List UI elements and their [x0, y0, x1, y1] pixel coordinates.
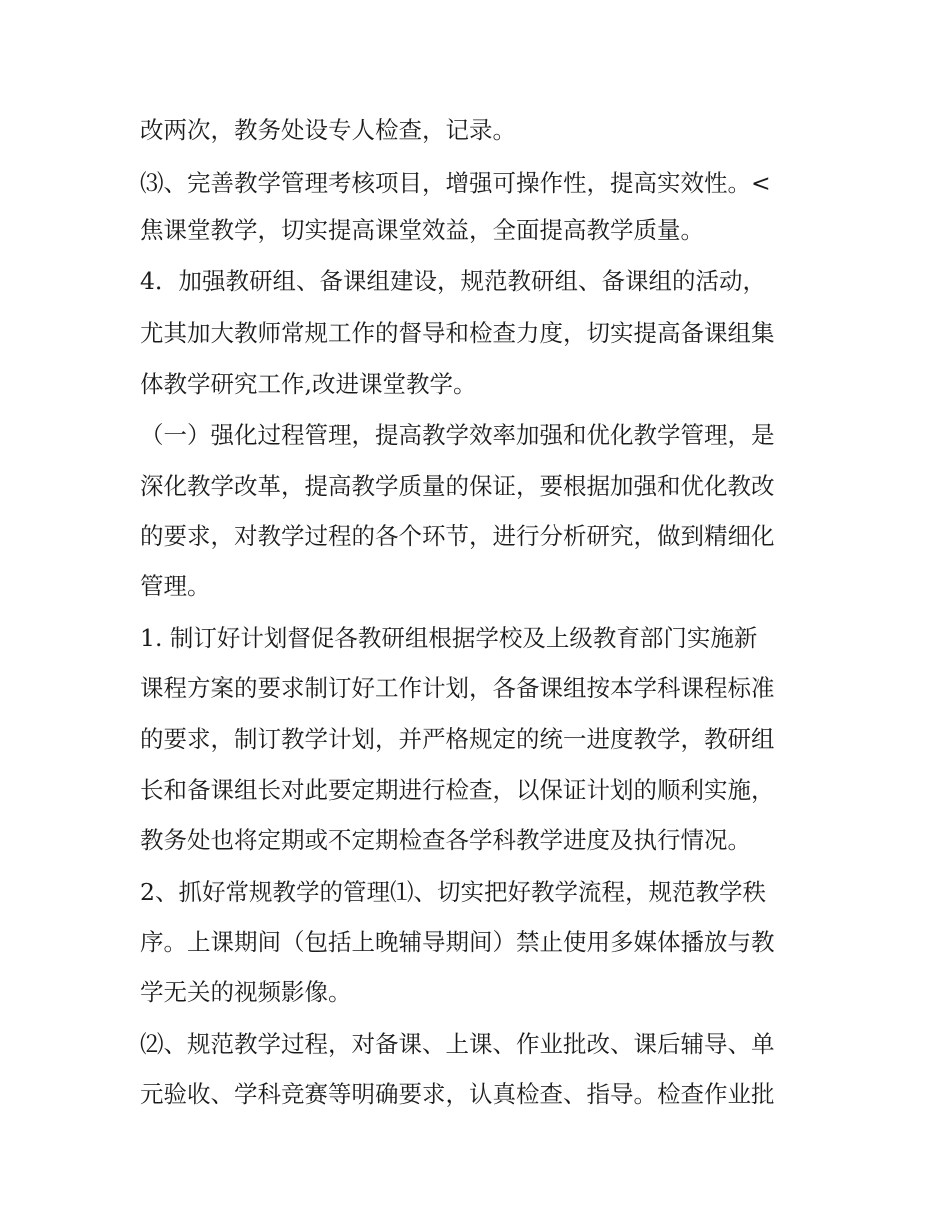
text-line: 2、抓好常规教学的管理⑴、切实把好教学流程，规范教学秩	[140, 878, 766, 906]
text-line: ⑵、规范教学过程，对备课、上课、作业批改、课后辅导、单	[140, 1030, 775, 1058]
text-line: 学无关的视频影像。	[140, 978, 352, 1006]
text-line: 1. 制订好计划督促各教研组根据学校及上级教育部门实施新	[140, 624, 758, 652]
text-line: 长和备课组长对此要定期进行检查，以保证计划的顺利实施，	[140, 776, 775, 804]
text-line: 教务处也将定期或不定期检查各学科教学进度及执行情况。	[140, 826, 751, 854]
text-line: 改两次，教务处设专人检查，记录。	[140, 116, 516, 144]
text-line: 深化教学改革，提高教学质量的保证，要根据加强和优化教改	[140, 472, 775, 500]
text-line: 4．加强教研组、备课组建设，规范教研组、备课组的活动，	[140, 267, 766, 295]
text-line: （一）强化过程管理，提高教学效率加强和优化教学管理，是	[140, 421, 775, 449]
text-line: 尤其加大教师常规工作的督导和检查力度，切实提高备课组集	[140, 319, 775, 347]
text-line: 课程方案的要求制订好工作计划，各备课组按本学科课程标准	[140, 674, 775, 702]
text-line: 的要求，制订教学计划，并严格规定的统一进度教学，教研组	[140, 725, 775, 753]
text-line: 元验收、学科竞赛等明确要求，认真检查、指导。检查作业批	[140, 1080, 775, 1108]
text-line: 体教学研究工作,改进课堂教学。	[140, 370, 477, 398]
text-line: 的要求，对教学过程的各个环节，进行分析研究，做到精细化	[140, 522, 775, 550]
text-line: 管理。	[140, 572, 211, 600]
text-line: 焦课堂教学，切实提高课堂效益，全面提高教学质量。	[140, 216, 704, 244]
text-line: 序。上课期间（包括上晚辅导期间）禁止使用多媒体播放与教	[140, 928, 775, 956]
text-line: ⑶、完善教学管理考核项目，增强可操作性，提高实效性。<	[140, 169, 771, 197]
